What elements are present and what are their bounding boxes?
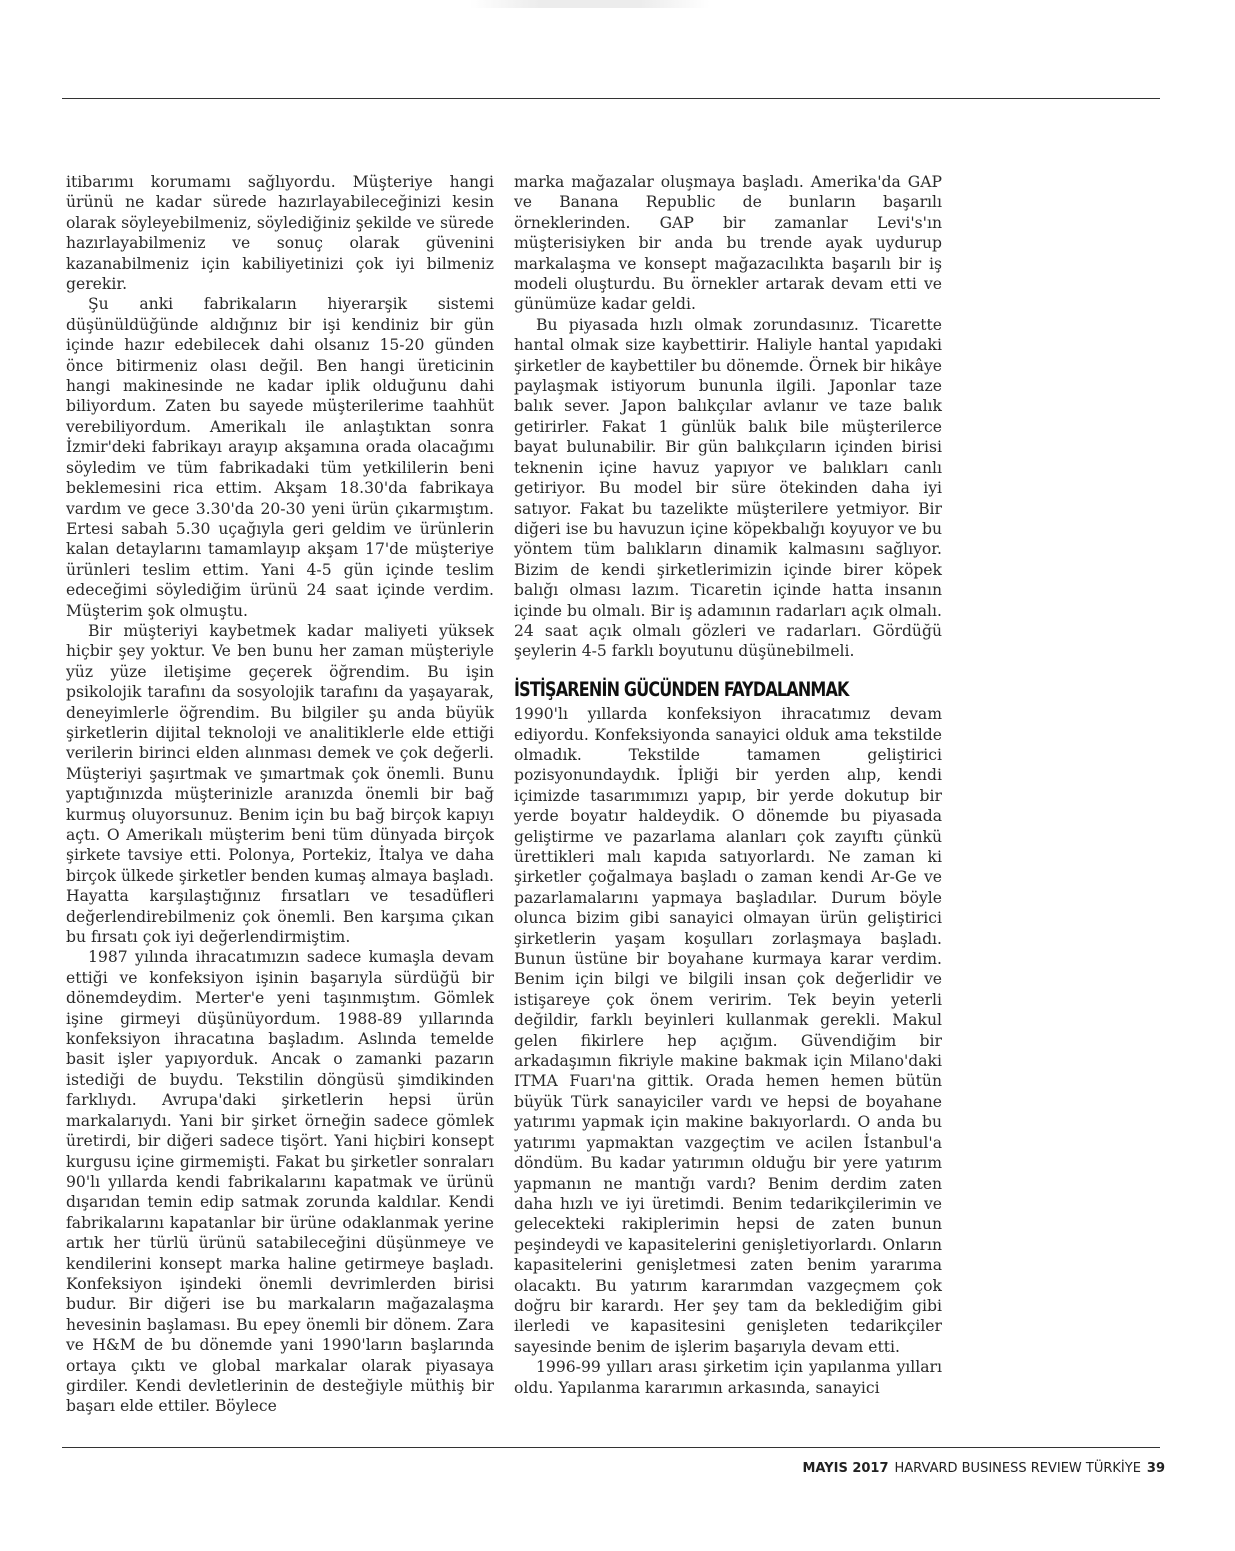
body-paragraph: Şu anki fabrikaların hiyerarşik sistemi düşünüldüğünde aldığınız bir işi kendiniz bir gün içinde hazır edebilecek dahi olsanız 15-20 günden önce bitirmeniz olası değil. Ben hangi üreticinin hangi makinesinde ne kadar iplik olduğunu dahi biliyordum. Zaten bu sayede müşterilerime taahhüt verebiliyordum. Amerikalı ile anlaştıktan sonra İzmir'deki fabrikayı arayıp akşamına orada olacağımı söyledim ve tüm fabrikadaki tüm yetkililerin beni beklemesini rica ettim. Akşam 18.30'da fabrikaya vardım ve gece 3.30'da 20-30 yeni ürün çıkarmıştım. Ertesi sabah 5.30 uçağıyla geri geldim ve ürünlerin kalan detaylarını tamamlayıp akşam 17'de müşteriye ürünleri teslim ettim. Yani 4-5 gün içinde teslim edeceğimi söylediğim ürünü 24 saat içinde verdim. Müşterim şok olmuştu.: [66, 295, 494, 620]
body-paragraph: 1987 yılında ihracatımızın sadece kumaşla devam ettiği ve konfeksiyon işinin başarıyla sürdüğü bir dönemdeydim. Merter'e yeni taşınmıştım. Gömlek işine girmeyi düşünüyordum. 1988-89 yıllarında konfeksiyon ihracatına başladım. Aslında temelde basit işler yapıyorduk. Ancak o zamanki pazarın istediği de buydu. Tekstilin döngüsü şimdikinden farklıydı. Avrupa'daki şirketlerin hepsi ürün markalarıydı. Yani bir şirket örneğin sadece gömlek üretirdi, bir diğeri sadece tişört. Yani hiçbiri konsept kurgusu içine girmemişti. Fakat bu şirketler sonraları 90'lı yıllarda kendi fabrikalarını kapatmak ve ürünü dışarıdan temin edip satmak zorunda kaldılar. Kendi fabrikalarını kapatanlar bir ürüne odaklanmak yerine artık her türlü ürünü satabileceğini düşünmeye ve kendilerini konsept marka haline getirmeye başladı. Konfeksiyon işindeki önemli devrimlerden birisi budur. Bir diğeri ise bu markaların mağazalaşma hevesinin başlaması. Bu epey önemli bir dönem. Zara ve H&M de bu dönemde yani 1990'ların başlarında ortaya çıktı ve global markalar olarak piyasaya girdiler. Kendi devletlerinin de desteğiyle müthiş bir başarı elde ettiler. Böylece: [66, 948, 494, 1416]
body-paragraph: 1996-99 yılları arası şirketim için yapılanma yılları oldu. Yapılanma kararımın arkasında, sanayici: [514, 1358, 942, 1397]
bottom-rule: [62, 1447, 1160, 1448]
section-heading: İSTİŞARENİN GÜCÜNDEN FAYDALANMAK: [514, 677, 849, 701]
body-paragraph: marka mağazalar oluşmaya başladı. Amerika'da GAP ve Banana Republic de bunların başarılı örneklerinden. GAP bir zamanlar Levi's'ın müşterisiyken bir anda bu trende ayak uydurup markalaşma ve konsept mağazacılıkta başarılı bir iş modeli oluşturdu. Bu örnekler artarak devam etti ve günümüze kadar geldi.: [514, 173, 942, 314]
footer-month: MAYIS 2017: [802, 1461, 889, 1476]
page-footer: [802, 1461, 1165, 1476]
body-paragraph: Bir müşteriyi kaybetmek kadar maliyeti yüksek hiçbir şey yoktur. Ve ben bunu her zaman müşteriyle yüz yüze iletişime geçerek öğrendim. Bu işin psikolojik tarafını da sosyolojik tarafını da yaşayarak, deneyimlerle öğrendim. Bu bilgiler şu anda büyük şirketlerin dijital teknoloji ve analitiklerle elde ettiği verilerin birinci elden alınması demek ve çok değerli. Müşteriyi şaşırtmak ve şımartmak çok önemli. Bunu yaptığınızda müşterinizle aranızda önemli bir bağ kurmuş oluyorsunuz. Benim için bu bağ birçok kapıyı açtı. O Amerikalı müşterim beni tüm dünyada birçok şirkete tavsiye etti. Polonya, Portekiz, İtalya ve daha birçok ülkede şirketler benden kumaş almaya başladı. Hayatta karşılaştığınız fırsatları ve tesadüfleri değerlendirebilmeniz çok önemli. Ben karşıma çıkan bu fırsatı çok iyi değerlendirmiştim.: [66, 621, 494, 947]
right-column: [514, 172, 942, 1398]
body-paragraph: itibarımı korumamı sağlıyordu. Müşteriye hangi ürünü ne kadar sürede hazırlayabileceğinizi kesin olarak söyleyebilmeniz, söylediğiniz şekilde ve sürede hazırlayabilmeniz ve sonuç olarak güvenini kazanabilmeniz için kabiliyetinizi çok iyi bilmeniz gerekir.: [66, 173, 494, 294]
faint-header-mark: [470, 0, 710, 8]
footer-publication: HARVARD BUSINESS REVIEW TÜRKİYE: [894, 1461, 1141, 1476]
top-rule: [62, 98, 1160, 99]
page-number: 39: [1146, 1461, 1165, 1476]
body-paragraph: 1990'lı yıllarda konfeksiyon ihracatımız devam ediyordu. Konfeksiyonda sanayici olduk ama tekstilde olmadık. Tekstilde tamamen geliştirici pozisyonundaydık. İpliği bir yerden alıp, kendi içimizde tasarımımızı yapıp, bir yerde dokutup bir yerde boyatır haldeydik. O dönemde bu piyasada geliştirme ve pazarlama alanları çok zayıftı çünkü ürettikleri malı kapıda satıyorlardı. Ne zaman ki şirketler çoğalmaya başladı o zaman kendi Ar-Ge ve pazarlamalarını yapmaya başladılar. Durum böyle olunca bizim gibi sanayici olmayan ürün geliştirici şirketlerin yaşam koşulları zorlaşmaya başladı. Bunun üstüne bir boyahane kurmaya karar verdim. Benim için bilgi ve bilgili insan çok değerlidir ve istişareye çok önem veririm. Tek beyin yeterli değildir, farklı beyinleri kullanmak gerekli. Makul gelen fikirlere hep açığım. Güvendiğim bir arkadaşımın fikriyle makine bakmak için Milano'daki ITMA Fuarı'na gittik. Orada hemen hemen bütün büyük Türk sanayiciler vardı ve hepsi de boyahane yatırımı yapmak için makine bakıyorlardı. O anda bu yatırımı yapmaktan vazgeçtim ve acilen İstanbul'a döndüm. Bu kadar yatırımın olduğu bir yere yatırım yapmanın ne mantığı vardı? Benim derdim zaten daha hızlı ve iyi üretimdi. Benim tedarikçilerimin ve gelecekteki rakiplerimin hepsi de zaten bunun peşindeydi ve kapasitelerini genişletiyorlardı. Onların kapasitelerini genişletmesi zaten benim yararıma olacaktı. Bu yatırım kararımdan vazgeçmem çok doğru bir karardı. Her şey tam da beklediğim gibi ilerledi ve kapasitesini genişleten tedarikçiler sayesinde benim de işlerim başarıyla devam etti.: [514, 705, 942, 1356]
body-paragraph: Bu piyasada hızlı olmak zorundasınız. Ticarette hantal olmak size kaybettirir. Haliyle hantal yapıdaki şirketler de kaybettiler bu dönemde. Örnek bir hikâye paylaşmak istiyorum bununla ilgili. Japonlar taze balık sever. Japon balıkçılar avlanır ve taze balık getirirler. Fakat 1 günlük balık bile müşterilerce bayat bulunabilir. Bir gün balıkçıların içinden birisi teknenin içine havuz yapıyor ve balıkları canlı getiriyor. Bu model bir süre ötekinden daha iyi satıyor. Fakat bu tazelikte müşterilere yetmiyor. Bir diğeri ise bu havuzun içine köpekbalığı koyuyor ve bu yöntem tüm balıkların dinamik kalmasını sağlıyor. Bizim de kendi şirketlerimizin içinde birer köpek balığı olması lazım. Ticaretin içinde hatta insanın içinde bu olmalı. Bir iş adamının radarları açık olmalı. 24 saat açık olmalı gözleri ve radarları. Gördüğü şeylerin 4-5 farklı boyutunu düşünebilmeli.: [514, 315, 942, 661]
left-column: [66, 172, 494, 1417]
